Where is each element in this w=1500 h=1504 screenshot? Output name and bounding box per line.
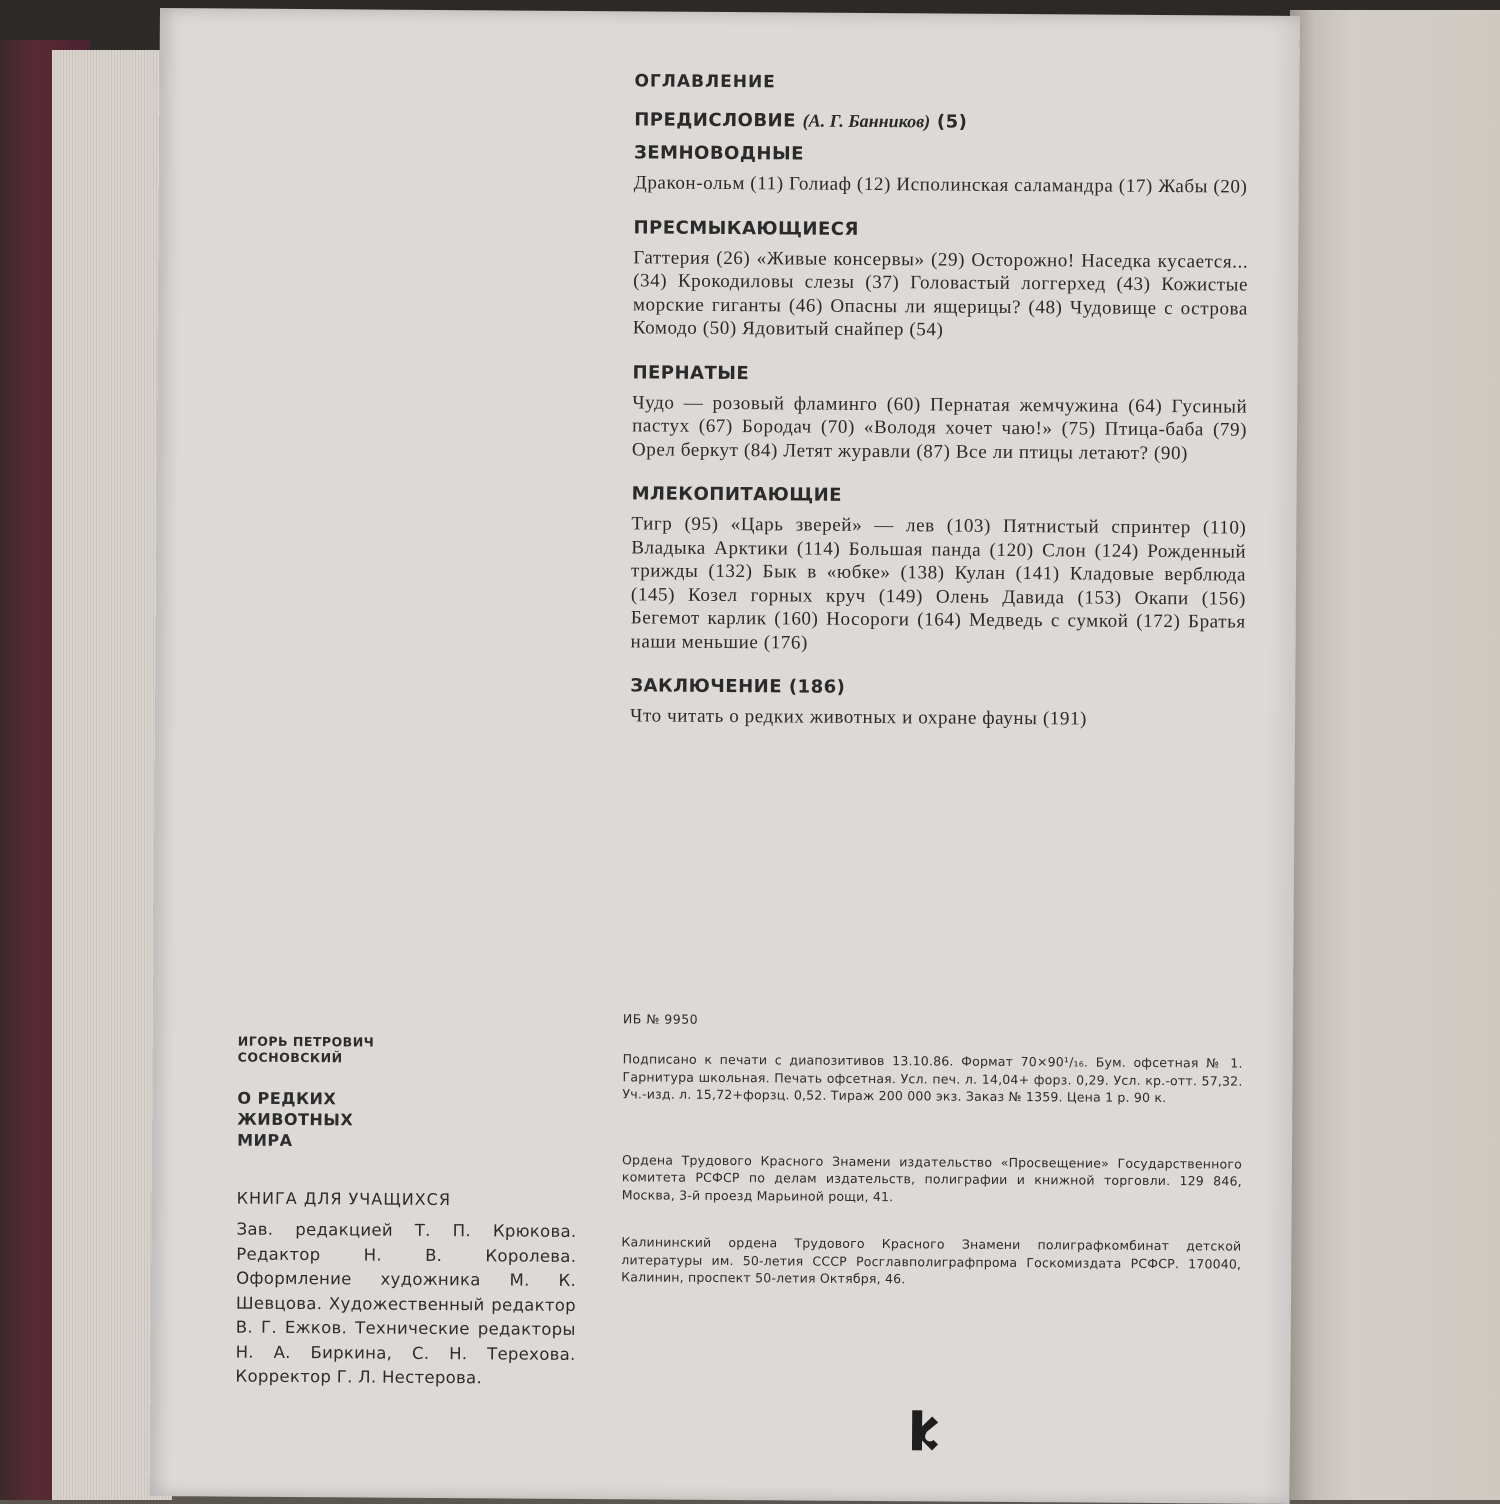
section-title: ПРЕСМЫКАЮЩИЕСЯ [633, 216, 859, 240]
section-title: ПЕРНАТЫЕ [632, 361, 750, 384]
ib-number: ИБ № 9950 [622, 1011, 699, 1027]
book-title: О РЕДКИХ ЖИВОТНЫХ МИРА [237, 1088, 354, 1150]
section-title: ЗАКЛЮЧЕНИЕ [630, 675, 783, 698]
toc-title: ОГЛАВЛЕНИЕ [634, 71, 776, 93]
section-title: МЛЕКОПИТАЮЩИЕ [631, 483, 843, 506]
author-name: ИГОРЬ ПЕТРОВИЧ СОСНОВСКИЙ [237, 1033, 375, 1066]
book-subtitle: КНИГА ДЛЯ УЧАЩИХСЯ [236, 1188, 452, 1210]
publisher-logo-icon [900, 1406, 944, 1454]
toc-section-body: Гаттерия (26) «Живые консервы» (29) Осторожно! Наседка кусается... (34) Крокодиловы слезы (37) Головастый логгерхед (43) Кожистые морские гиганты (46) Опасны ли ящерицы? (48) Чудовище с острова Комодо (50) Ядовитый снайпер (54) [632, 246, 1249, 341]
section-title: ПРЕДИСЛОВИЕ [634, 109, 797, 132]
publisher-info: Ордена Трудового Красного Знамени издательство «Просвещение» Государственного комитета РСФСР по делам издательств, полиграфии и книжной торговли. 129 846, Москва, 3-й проезд Марьиной рощи, 41. [621, 1151, 1243, 1204]
imprint-block [621, 1011, 1243, 1290]
toc-section-body: Что читать о редких животных и охране фауны (191) [630, 705, 1088, 730]
right-page-stack [1290, 10, 1500, 1500]
toc-section-heading [633, 217, 1248, 242]
section-title: ЗЕМНОВОДНЫЕ [633, 142, 805, 165]
toc-section-body: Чудо — розовый фламинго (60) Пернатая жемчужина (64) Гусиный пастух (67) Бородач (70) «Володя хочет чаю!» (75) Птица-баба (79) Орел беркут (84) Летят журавли (87) Все ли птицы летают? (90) [631, 391, 1248, 464]
section-note: (А. Г. Банников) [802, 110, 931, 132]
book-page [150, 8, 1300, 1504]
toc-section-heading [630, 675, 1245, 700]
toc-section-body: Дракон-ольм (11) Голиаф (12) Исполинская саламандра (17) Жабы (20) [633, 172, 1248, 198]
toc-section-heading [634, 109, 1249, 134]
toc-section-body: Тигр (95) «Царь зверей» — лев (103) Пятнистый спринтер (110) Владыка Арктики (114) Большая панда (120) Слон (124) Рожденный трижды (132) Бык в «юбке» (138) Кулан (141) Кладовые верблюда (145) Козел горных круч (149) Олень Давида (153) Окапи (156) Бегемот карлик (160) Носороги (164) Медведь с сумкой (172) Братья наши меньшие (176) [630, 513, 1247, 654]
toc-section-heading [634, 142, 1249, 167]
section-page: (186) [788, 676, 846, 698]
book-credits-block [235, 1034, 587, 1392]
print-details: Подписано к печати с диапозитивов 13.10.86. Формат 70×90¹/₁₆. Бум. офсетная № 1. Гарнитура школьная. Печать офсетная. Усл. печ. л. 14,04+ форз. 0,29. Усл. кр.-отт. 57,32. Уч.-изд. л. 15,72+форзц. 0,52. Тираж 200 000 экз. Заказ № 1359. Цена 1 р. 90 к. [622, 1051, 1243, 1106]
printer-info: Калининский ордена Трудового Красного Знамени полиграфкомбинат детской литературы им. 50-летия СССР Росглавполиграфпрома Госкомиздата РСФСР. 170040, Калинин, проспект 50-летия Октября, 46. [621, 1234, 1242, 1287]
table-of-contents [630, 71, 1250, 754]
toc-section-heading [632, 362, 1247, 387]
section-page: (5) [936, 111, 968, 133]
editorial-credits: Зав. редакцией Т. П. Крюкова. Редактор Н. В. Королева. Оформление художника М. К. Шевцова. Художественный редактор В. Г. Ежков. Технические редакторы Н. А. Биркина, С. Н. Терехова. Корректор Г. Л. Нестерова. [235, 1219, 577, 1388]
toc-section-heading [632, 483, 1247, 508]
